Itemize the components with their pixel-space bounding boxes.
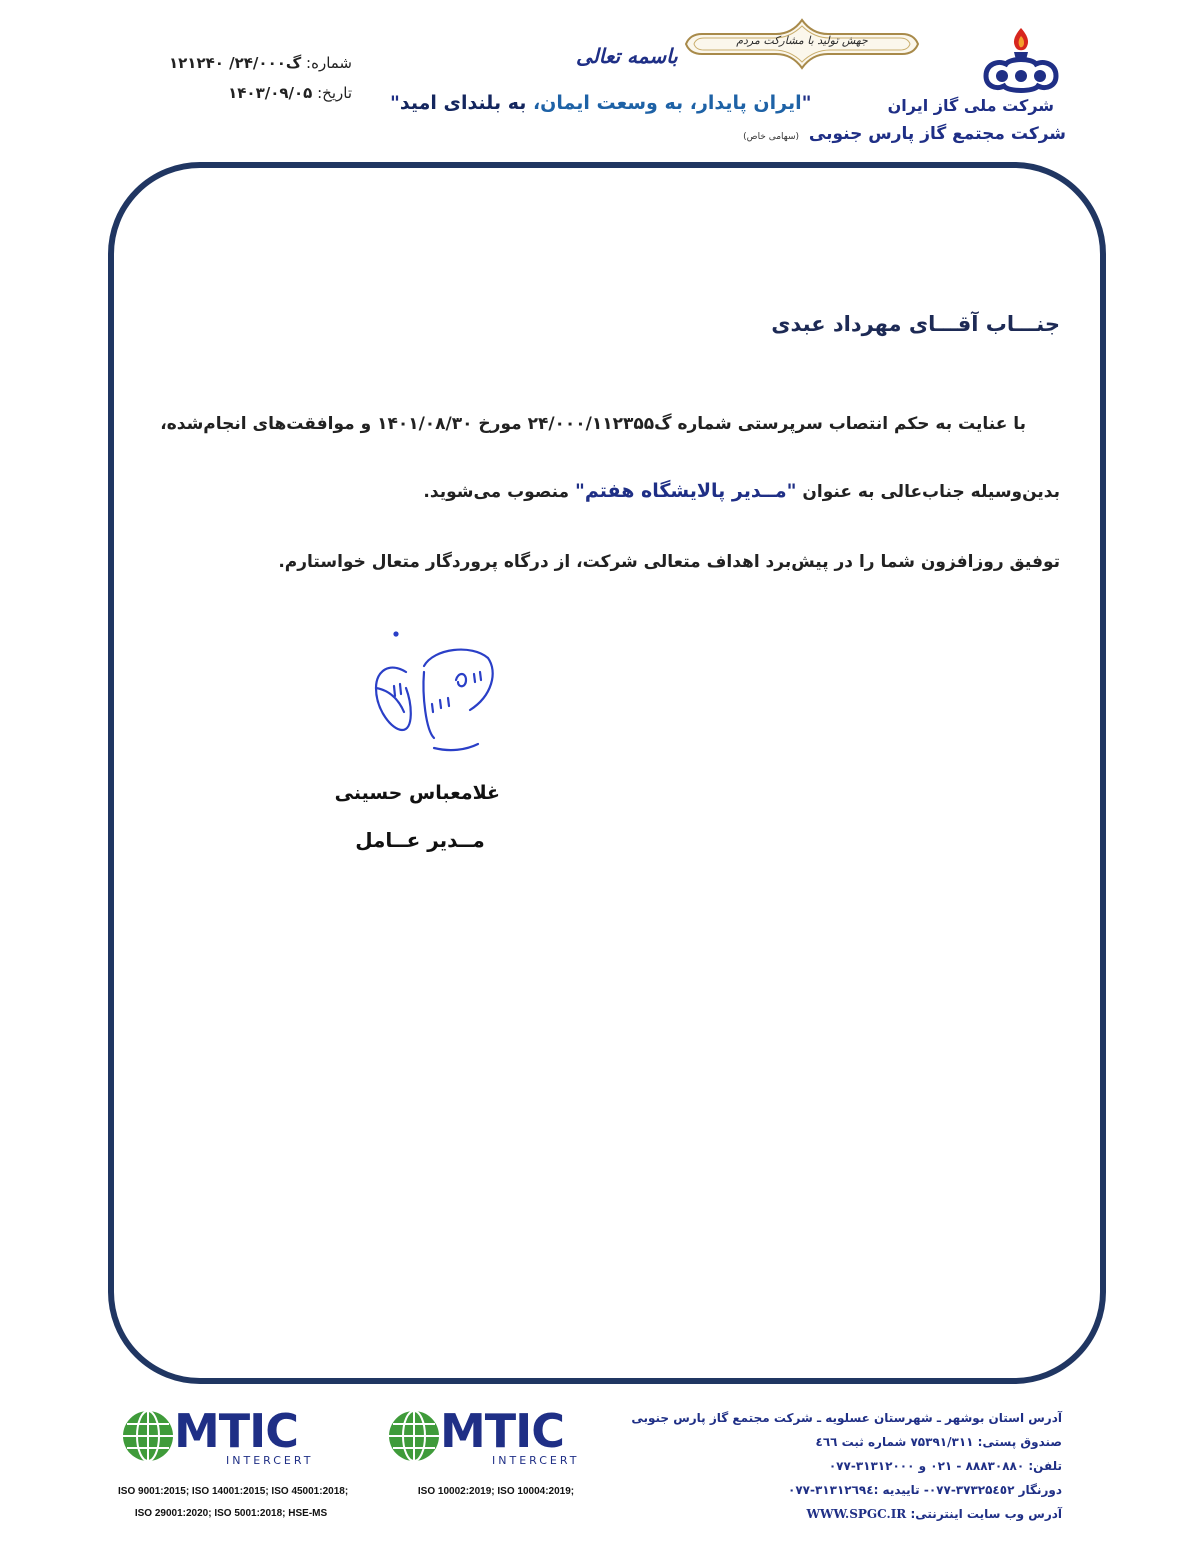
cert-wordmark: MTIC [174, 1404, 299, 1458]
letter-paragraph-2 [423, 480, 1060, 502]
letter-header [0, 0, 1200, 160]
basmala: باسمه تعالی [576, 44, 678, 68]
nigc-logo-icon [976, 24, 1066, 100]
national-slogan [390, 92, 812, 114]
appointed-position: "مــدیر پالایشگاه هفتم" [574, 480, 797, 502]
letter-date [142, 78, 352, 108]
subsidiary-name-text: شرکت مجتمع گاز پارس جنوبی [808, 124, 1066, 144]
globe-icon [386, 1408, 442, 1464]
website-label: آدرس وب سایت اینترنتی: [910, 1507, 1062, 1521]
slogan-quote-open: " [801, 92, 812, 114]
iso-standards-line-1: ISO 9001:2015; ISO 14001:2015; ISO 45001:2018; [118, 1486, 349, 1497]
contact-block [631, 1406, 1062, 1526]
website-line [642, 1502, 1062, 1526]
letter-number [142, 48, 352, 78]
signer-name: غلامعباس حسینی [334, 782, 500, 804]
subsidiary-name [743, 124, 1066, 144]
letter-body-frame [108, 162, 1106, 1384]
globe-icon [120, 1408, 176, 1464]
slogan-part-3: به بلندای امید [399, 92, 533, 114]
slogan-quote-close: " [390, 92, 400, 114]
letter-paragraph-3: توفیق روزافزون شما را در پیش‌برد اهداف متعالی شرکت، از درگاه پروردگار متعال خواستارم. [278, 552, 1060, 572]
iso-standards-line-3: ISO 10002:2019; ISO 10004:2019; [417, 1486, 575, 1497]
company-name: شرکت ملی گاز ایران [887, 96, 1054, 115]
letter-date-label: تاریخ: [317, 84, 352, 102]
slogan-part-1: ایران پایدار، [689, 92, 802, 114]
certification-logo-2 [384, 1402, 604, 1488]
cert-wordmark: MTIC [440, 1404, 565, 1458]
subsidiary-type: (سهامی خاص) [743, 132, 799, 142]
letter-number-value: گ۲۴/۰۰۰/ ۱۲۱۲۴۰ [168, 54, 302, 72]
cert-subtitle: INTERCERT [226, 1454, 314, 1467]
certification-logo-1 [118, 1402, 338, 1488]
recipient-line: جنـــاب آقـــای مهرداد عبدی [771, 312, 1060, 336]
fax-line: دورنگار ۳۷۳۲۵٤٥۲-۰۷۷- تاییدیه :۳۱۳۱۲٦۹٤-۰۷۷ [788, 1483, 1062, 1497]
postal-address: آدرس استان بوشهر ـ شهرستان عسلویه ـ شرکت مجتمع گاز پارس جنوبی [631, 1411, 1062, 1425]
year-slogan: جهش تولید با مشارکت مردم [736, 34, 868, 47]
iso-standards-line-2: ISO 29001:2020; ISO 5001:2018; HSE-MS [134, 1508, 328, 1519]
website-link[interactable]: WWW.SPGC.IR [806, 1507, 907, 1521]
letter-date-value: ۱۴۰۳/۰۹/۰۵ [228, 84, 313, 102]
paragraph-2-lead: بدین‌وسیله جناب‌عالی به عنوان [796, 482, 1060, 502]
cert-subtitle: INTERCERT [492, 1454, 580, 1467]
handwritten-signature [362, 626, 512, 756]
paragraph-2-tail: منصوب می‌شوید. [423, 482, 575, 502]
letter-paragraph-1: با عنایت به حکم انتصاب سرپرستی شماره گ۲۴/۰۰۰/۱۱۲۳۵۵ مورخ ۱۴۰۱/۰۸/۳۰ و موافقت‌های انجام‌شده، [160, 414, 1026, 434]
po-box: صندوق پستی: ۷۵۳۹۱/۳۱۱ شماره ثبت ٤٦٦ [815, 1435, 1062, 1449]
signer-title: مــدیر عــامل [355, 828, 485, 852]
letter-number-label: شماره: [306, 54, 352, 72]
phone-line: تلفن: ۸۸۸۳۰۸۸۰ - ۰۲۱ و ۳۱۳۱۲۰۰۰-۰۷۷ [828, 1459, 1062, 1473]
letter-metadata [142, 48, 352, 108]
slogan-part-2: به وسعت ایمان، [532, 92, 690, 114]
